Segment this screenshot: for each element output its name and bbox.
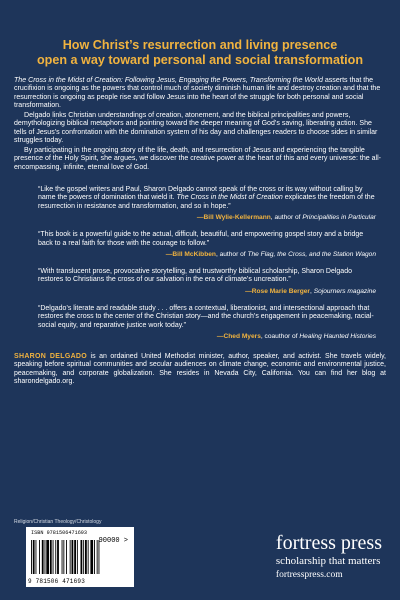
description-paragraph-3: By participating in the ongoing story of the life, death, and resurrection of Jesus and experiencing the tangible presence of the Holy Spirit, she argues, we discover the creative power at the heart of this and every universe: the all-encompassing, infinite, eternal love of God. <box>14 146 382 171</box>
endorsement <box>38 268 376 296</box>
endorsement-text: “Like the gospel writers and Paul, Sharon Delgado cannot speak of the cross or its way without calling by name the powers of domination that wield it. The Cross in the Midst of Creation explicates the freedom of the resurrection in resistance and transformation, and so in hope.” <box>38 185 375 210</box>
publisher-block <box>276 532 382 581</box>
endorsement <box>38 186 376 222</box>
book-title-italic: The Cross in the Midst of Creation: Following Jesus, Engaging the Powers, Transforming the World <box>14 77 323 84</box>
endorsement <box>38 305 376 341</box>
endorsement-text: “With translucent prose, provocative storytelling, and trustworthy biblical scholarship, Sharon Delgado restores to Christians the cross of our salvation in the era of climate’s uncreation.” <box>38 268 352 284</box>
endorsement-text: “This book is a powerful guide to the actual, difficult, beautiful, and empowering gospel story and a bridge back to a real faith for those with the courage to follow.” <box>38 231 364 247</box>
endorsement-attribution: —Rose Marie Berger, Sojourners magazine <box>245 287 376 295</box>
description-paragraph-2: Delgado links Christian understandings of creation, atonement, and the biblical principalities and powers, demythologizing biblical metaphors and pointing toward the deeper meaning of God’s saving, liberating action. She tells of Jesus’s confrontation with the domination system of his day and challenges readers to choose sides in similar struggles today. <box>14 111 378 145</box>
isbn-label: ISBN 9781506471693 <box>31 530 88 536</box>
endorsement-attribution: —Bill Wylie-Kellermann, author of Principalities in Particular <box>196 214 376 222</box>
barcode <box>26 527 134 587</box>
description-paragraph-1: The Cross in the Midst of Creation: Following Jesus, Engaging the Powers, Transforming the World asserts that the crucifixion is ongoing as the powers that control much of society diminish human life and destroy creation and that the resurrection is ongoing as people rise and follow Jesus into the heart of the struggle for both personal and social transformation. <box>14 77 381 110</box>
endorsement-attribution: —Bill McKibben, author of The Flag, the Cross, and the Station Wagon <box>165 251 376 259</box>
category-label: Religion/Christian Theology/Christology <box>14 519 102 525</box>
barcode-bars <box>31 540 129 574</box>
author-bio <box>14 353 386 387</box>
price-code: 90000 > <box>98 537 128 545</box>
endorsements <box>14 186 386 341</box>
headline-line-2: open a way toward personal and social transformation <box>36 53 364 67</box>
headline <box>20 0 380 68</box>
endorsement <box>38 231 376 259</box>
book-description <box>14 77 386 172</box>
author-bio-text: is an ordained United Methodist minister, author, speaker, and activist. She travels widely, speaking before spiritual communities and secular audiences on climate change, economic and environmental justice, peacemaking, and corporate globalization. She resides in Nevada City, California. You can find her blog at sharondelgado.org. <box>14 353 386 386</box>
publisher-url: fortresspress.com <box>275 570 343 580</box>
headline-line-1: How Christ’s resurrection and living presence <box>62 38 338 52</box>
endorsement-text: “Delgado’s literate and readable study . . . offers a contextual, liberationist, and intersectional approach that restores the cross to the center of the Christian story—and the church’s engagement in peacemaking, racial-social equity, and reparative justice work today.” <box>38 304 374 329</box>
author-name: SHARON DELGADO <box>14 353 88 361</box>
endorsement-attribution: —Ched Myers, coauthor of Healing Haunted Histories <box>216 333 376 341</box>
publisher-logo: fortress press <box>275 532 382 554</box>
publisher-tagline: scholarship that matters <box>275 555 381 567</box>
barcode-number: 9 781506 471693 <box>28 578 86 585</box>
